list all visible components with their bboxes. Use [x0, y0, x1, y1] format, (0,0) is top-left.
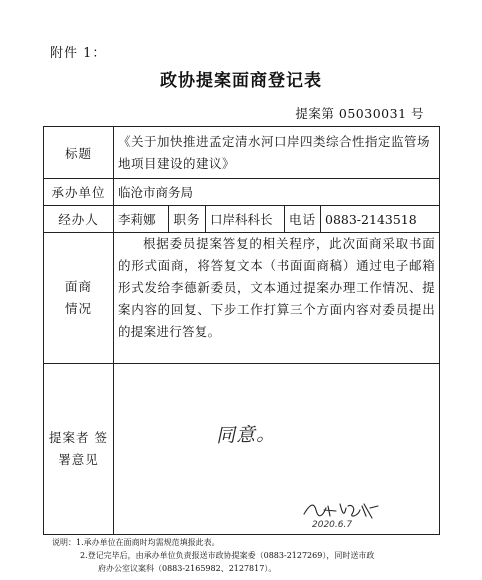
- phone-value: 0883-2143518: [321, 206, 440, 233]
- phone-label: 电话: [285, 206, 321, 233]
- meeting-label-line-2: 情况: [64, 301, 92, 316]
- topic-row: [44, 127, 440, 179]
- meeting-label: [44, 233, 114, 364]
- unit-row: [44, 179, 440, 206]
- meeting-row: [44, 233, 440, 364]
- notes: [52, 536, 452, 575]
- meeting-content: 根据委员提案答复的相关程序，此次面商采取书面的形式面商，将答复文本（书面面商稿）通过电子邮箱形式发给李德新委员，文本通过提案办理工作情况、提案内容的回复、下步工作打算三个方面内容对委员提出的提案进行答复。: [114, 233, 440, 364]
- opinion-row: [44, 364, 440, 535]
- topic-value: 《关于加快推进孟定清水河口岸四类综合性指定监管场地项目建设的建议》: [114, 127, 440, 179]
- opinion-label-line-1: 提案者 签: [49, 430, 108, 445]
- position-value: 口岸科科长: [206, 206, 285, 233]
- attachment-label: 附件 1：: [50, 46, 107, 61]
- meeting-label-line-1: 面商: [64, 279, 92, 294]
- topic-label: 标题: [44, 127, 114, 179]
- handler-label: 经办人: [44, 206, 114, 233]
- handler-name: 李莉娜: [114, 206, 169, 233]
- position-label: 职务: [169, 206, 206, 233]
- opinion-cell: [114, 364, 440, 535]
- proposal-number: 提案第 05030031 号: [295, 106, 424, 121]
- registration-form-table: [43, 126, 440, 535]
- handwritten-opinion: 同意。: [215, 422, 277, 448]
- form-title: 政协提案面商登记表: [160, 71, 322, 91]
- note-line-2: 2.登记完毕后，由承办单位负责报送市政协提案委（0883-2127269），同时送市政: [80, 551, 375, 560]
- opinion-label-line-2: 署意见: [58, 452, 99, 467]
- unit-value: 临沧市商务局: [114, 179, 440, 206]
- note-line-1: 说明：1.承办单位在面商时均需规范填报此表。: [52, 538, 220, 547]
- signature-date: 2020.6.7: [312, 520, 353, 530]
- unit-label: 承办单位: [44, 179, 114, 206]
- handler-row: [44, 206, 440, 233]
- note-line-3: 府办公室议案科（0883-2165982、2127817）。: [98, 564, 277, 573]
- opinion-label: [44, 364, 114, 535]
